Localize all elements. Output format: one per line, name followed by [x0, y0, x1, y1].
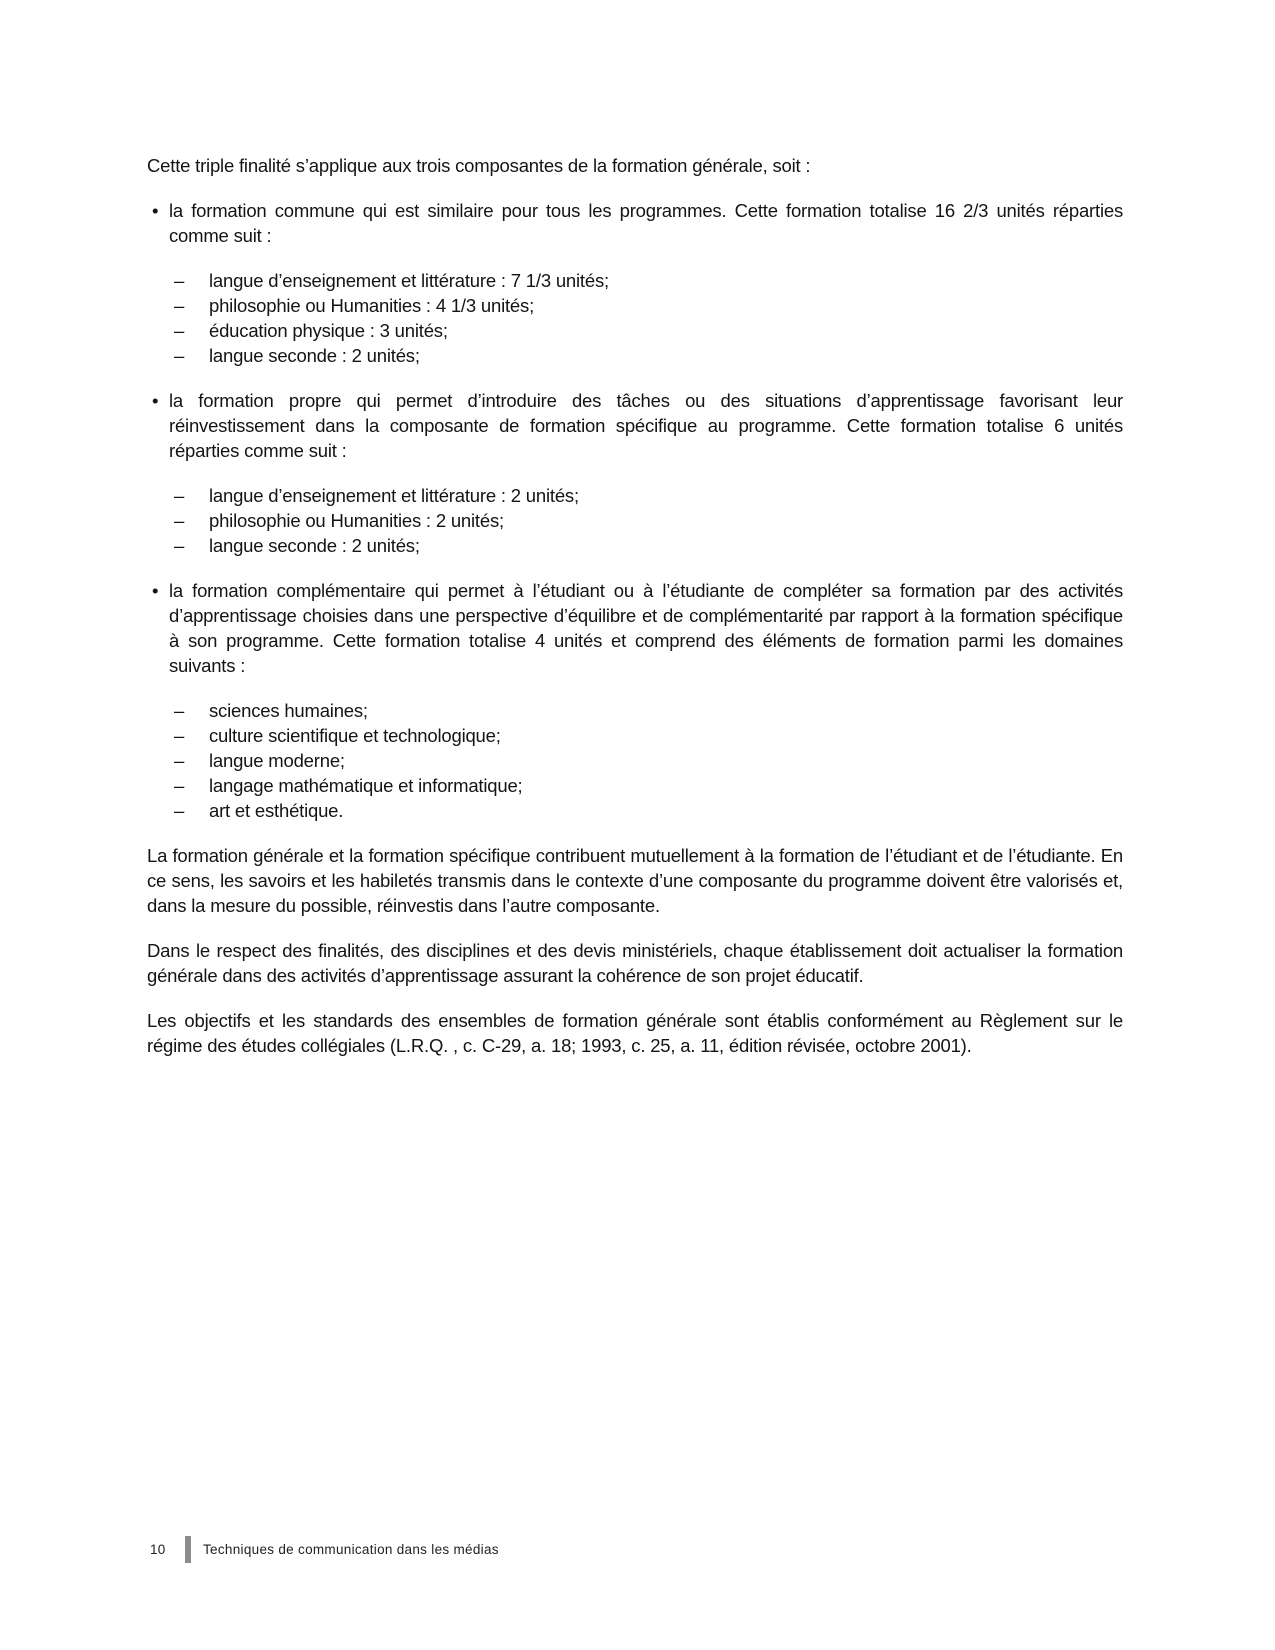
intro-paragraph: Cette triple finalité s’applique aux trois composantes de la formation générale, soit : — [147, 155, 811, 176]
list-item-text: langage mathématique et informatique; — [209, 775, 523, 796]
list-item — [174, 293, 1123, 318]
dash-icon: – — [174, 345, 185, 366]
bullet-text: la formation propre qui permet d’introduire des tâches ou des situations d’apprentissage favorisant leur réinvestissement dans la composante de formation spécifique au programme. Cette formation totalise 6 unités réparties comme suit : — [169, 390, 1123, 461]
bullet-text: la formation complémentaire qui permet à l’étudiant ou à l’étudiante de compléter sa formation par des activités d’apprentissage choisies dans une perspective d’équilibre et de complémentarité par rapport à la formation spécifique à son programme. Cette formation totalise 4 unités et comprend des éléments de formation parmi les domaines suivants : — [169, 580, 1123, 676]
paragraph-formation-generale-specifique: La formation générale et la formation spécifique contribuent mutuellement à la formation de l’étudiant et de l’étudiante. En ce sens, les savoirs et les habiletés transmis dans le contexte d’une composante du programme doivent être valorisés et, dans la mesure du possible, réinvestis dans l’autre composante. — [147, 845, 1123, 916]
list-item-text: langue moderne; — [209, 750, 345, 771]
bullet-icon: • — [152, 390, 159, 411]
list-item — [174, 508, 1123, 533]
dash-icon: – — [174, 295, 185, 316]
bullet-icon: • — [152, 200, 159, 221]
list-item — [174, 533, 1123, 558]
sub-list-formation-propre — [147, 483, 1123, 558]
list-item-text: langue seconde : 2 unités; — [209, 535, 420, 556]
page-body — [147, 153, 1123, 1078]
list-item-text: art et esthétique. — [209, 800, 344, 821]
list-item-text: éducation physique : 3 unités; — [209, 320, 448, 341]
footer-divider-bar — [185, 1536, 191, 1563]
list-item — [174, 723, 1123, 748]
list-item-text: philosophie ou Humanities : 4 1/3 unités; — [209, 295, 535, 316]
sub-list-formation-commune — [147, 268, 1123, 368]
dash-icon: – — [174, 700, 185, 721]
page-footer — [150, 1536, 499, 1563]
sub-list-formation-complementaire — [147, 698, 1123, 823]
footer-section-title: Techniques de communication dans les médias — [203, 1542, 499, 1557]
list-item-text: culture scientifique et technologique; — [209, 725, 501, 746]
dash-icon: – — [174, 775, 185, 796]
dash-icon: – — [174, 320, 185, 341]
dash-icon: – — [174, 270, 185, 291]
footer-page-number: 10 — [150, 1542, 166, 1557]
list-item — [174, 698, 1123, 723]
paragraph-objectifs-standards: Les objectifs et les standards des ensembles de formation générale sont établis conformément au Règlement sur le régime des études collégiales (L.R.Q. , c. C-29, a. 18; 1993, c. 25, a. 11, édition révisée, octobre 2001). — [147, 1010, 1123, 1056]
dash-icon: – — [174, 750, 185, 771]
list-item — [174, 318, 1123, 343]
list-item-text: langue d’enseignement et littérature : 2 unités; — [209, 485, 579, 506]
list-item — [174, 773, 1123, 798]
dash-icon: – — [174, 725, 185, 746]
list-item-text: philosophie ou Humanities : 2 unités; — [209, 510, 504, 531]
dash-icon: – — [174, 535, 185, 556]
bullet-item-formation-commune — [147, 198, 1123, 248]
dash-icon: – — [174, 510, 185, 531]
bullet-item-formation-complementaire — [147, 578, 1123, 678]
list-item-text: sciences humaines; — [209, 700, 368, 721]
paragraph-respect-finalites: Dans le respect des finalités, des disciplines et des devis ministériels, chaque établissement doit actualiser la formation générale dans des activités d’apprentissage assurant la cohérence de son projet éducatif. — [147, 940, 1123, 986]
list-item — [174, 748, 1123, 773]
list-item — [174, 798, 1123, 823]
list-item — [174, 483, 1123, 508]
list-item — [174, 268, 1123, 293]
list-item-text: langue d’enseignement et littérature : 7 1/3 unités; — [209, 270, 609, 291]
list-item-text: langue seconde : 2 unités; — [209, 345, 420, 366]
bullet-text: la formation commune qui est similaire pour tous les programmes. Cette formation totalise 16 2/3 unités réparties comme suit : — [169, 200, 1123, 246]
dash-icon: – — [174, 800, 185, 821]
list-item — [174, 343, 1123, 368]
bullet-icon: • — [152, 580, 159, 601]
bullet-item-formation-propre — [147, 388, 1123, 463]
dash-icon: – — [174, 485, 185, 506]
